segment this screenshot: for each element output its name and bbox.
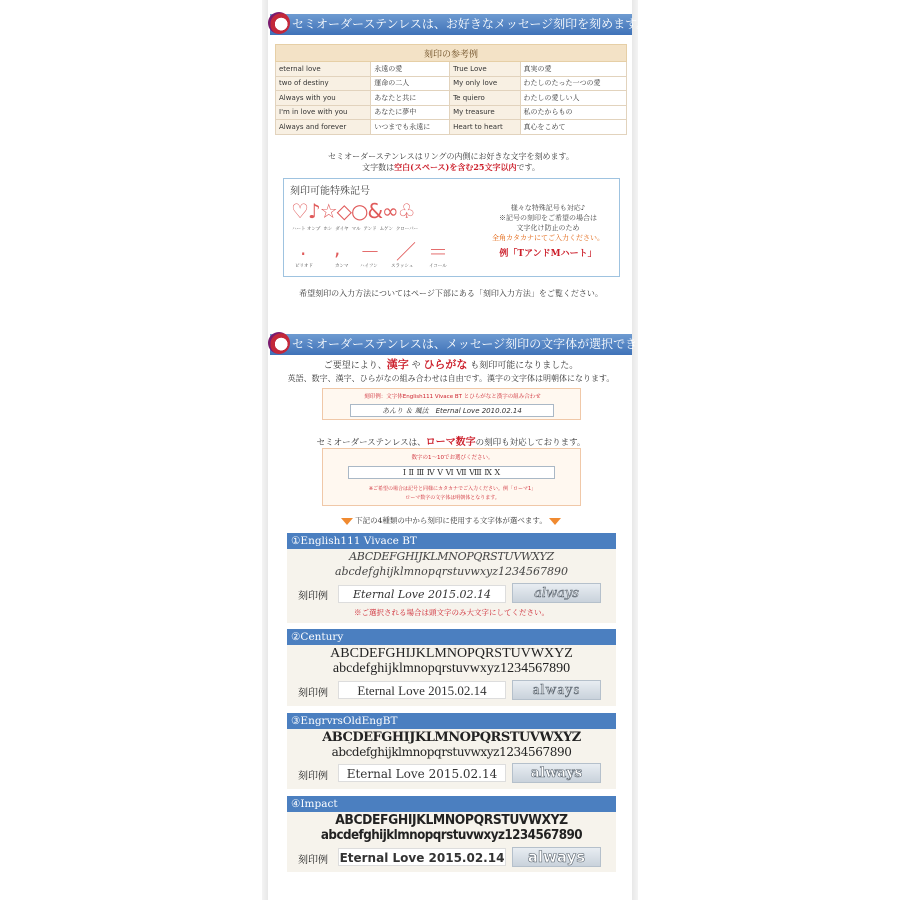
font2-always-sample: always [512, 680, 601, 700]
font1-lowercase: abcdefghijklmnopqrstuvwxyz1234567890 [334, 565, 569, 578]
roman-caption: 数字の1～10でお選びください。 [411, 455, 494, 461]
font1-example: Eternal Love 2015.02.14 [338, 585, 506, 603]
section2-header-text: セミオーダーステンレスは、メッセージ刻印の文字体が選択できます。 [292, 337, 673, 351]
roman-note1: ※ご希望の場合は記号と同様にカタカナでご入力ください。例「ローマ1」 [368, 486, 537, 492]
font4-title: ④Impact [287, 796, 616, 812]
table-cell: 運命の二人 [371, 76, 450, 91]
example1-caption: 刻印例：文字体English111 Vivace BT とひらがなと漢字の組み合わせ [364, 394, 541, 400]
caption: ハイフン [360, 264, 378, 269]
table-row [276, 91, 627, 106]
font2-example-label: 刻印例 [298, 688, 328, 699]
text: の刻印も対応しております。 [475, 438, 586, 448]
description-line1: セミオーダーステンレスはリングの内側にお好きな文字を刻めます。 [328, 152, 574, 161]
caption: ハート オンプ [292, 227, 321, 232]
symbol-glyphs: ♡♪☆◇○&∞ [291, 199, 398, 223]
slash-symbol: ／ [396, 240, 416, 264]
note-line: ※記号の刻印をご希望の場合は [499, 214, 597, 222]
font1-always-sample: always [512, 583, 601, 603]
font3-example-label: 刻印例 [298, 771, 328, 782]
equals-symbol: ＝ [428, 240, 448, 264]
caption: ピリオド [295, 264, 313, 269]
table-row [276, 62, 627, 77]
table-cell: わたしの愛しい人 [520, 91, 626, 106]
table-row [276, 120, 627, 135]
font2-uppercase: ABCDEFGHIJKLMNOPQRSTUVWXYZ [330, 646, 573, 661]
font1-note: ※ご選択される場合は頭文字のみ大文字にしてください。 [354, 608, 549, 617]
brand-logo-icon [268, 332, 290, 354]
font1-uppercase: ABCDEFGHIJKLMNOPQRSTUVWXYZ [349, 550, 554, 563]
example1-value: あんり ＆ 颯汰 Eternal Love 2010.02.14 [350, 404, 554, 417]
note-example: 例「TアンドMハート」 [499, 249, 597, 259]
special-symbols-title: 刻印可能特殊記号 [290, 186, 370, 197]
caption: マル [351, 227, 361, 232]
input-method-note: 希望刻印の入力方法についてはページ下部にある「刻印入力方法」をご覧ください。 [299, 289, 603, 298]
table-cell: あなたに夢中 [371, 105, 450, 120]
table-cell: eternal love [276, 62, 371, 77]
section2-header [270, 334, 673, 355]
font2-example: Eternal Love 2015.02.14 [338, 681, 506, 699]
font3-uppercase: ABCDEFGHIJKLMNOPQRSTUVWXYZ [322, 730, 581, 745]
roman-highlight: ローマ数字 [425, 437, 476, 448]
caption: クローバー [395, 227, 419, 232]
choose-font-line [270, 515, 632, 526]
font4-example: Eternal Love 2015.02.14 [338, 848, 506, 866]
left-shadow [262, 0, 268, 900]
section1-header-text: セミオーダーステンレスは、お好きなメッセージ刻印を刻めます。 [292, 17, 649, 31]
font4-example-label: 刻印例 [298, 855, 328, 866]
font3-always-sample: always [512, 763, 601, 783]
font4-uppercase: ABCDEFGHIJKLMNOPQRSTUVWXYZ [335, 813, 568, 828]
description-line2 [270, 162, 632, 173]
right-shadow [632, 0, 638, 900]
hiragana-highlight: ひらがな [423, 358, 468, 371]
roman-note2: ローマ数字の文字体は明朝体となります。 [405, 495, 500, 501]
brand-logo-icon [268, 12, 290, 34]
table-cell: あなたと共に [371, 91, 450, 106]
table-cell: True Love [450, 62, 520, 77]
font2-title: ②Century [287, 629, 616, 645]
note-line: 様々な特殊記号も対応♪ [510, 204, 586, 212]
desc-text: です。 [516, 163, 540, 172]
symbols-row1-captions [292, 226, 418, 232]
font3-lowercase: abcdefghijklmnopqrstuvwxyz1234567890 [331, 745, 572, 759]
table-cell: My treasure [450, 105, 520, 120]
down-arrow-icon [549, 518, 561, 525]
font4-lowercase: abcdefghijklmnopqrstuvwxyz1234567890 [320, 828, 583, 843]
font4-always-sample: always [512, 847, 601, 867]
table-cell: I'm in love with you [276, 105, 371, 120]
note-line: 文字化け防止のため [516, 224, 580, 232]
caption: スラッシュ [391, 264, 414, 269]
font3-title: ③EngrvrsOldEngBT [287, 713, 616, 729]
clover-icon: ♧ [397, 199, 415, 223]
caption: ダイヤ [335, 227, 349, 232]
font1-title: ①English111 Vivace BT [287, 533, 616, 549]
table-row [276, 105, 627, 120]
desc-text: 文字数は [362, 163, 395, 172]
table-cell: いつまでも永遠に [371, 120, 450, 135]
period-symbol: . [300, 236, 307, 260]
hyphen-symbol: － [360, 240, 380, 264]
roman-line [270, 433, 632, 448]
table-cell: 永遠の愛 [371, 62, 450, 77]
font3-example: Eternal Love 2015.02.14 [338, 764, 506, 782]
symbols-note [478, 203, 618, 259]
text: も刻印可能になりました。 [467, 361, 579, 371]
text: や [408, 361, 424, 371]
table-cell: Te quiero [450, 91, 520, 106]
table-cell: Always and forever [276, 120, 371, 135]
engraving-examples-table [275, 44, 627, 135]
down-arrow-icon [341, 518, 353, 525]
char-limit-highlight: 空白(スペース)を含む25文字以内 [394, 162, 517, 172]
caption: アンド [363, 227, 377, 232]
table-cell: My only love [450, 76, 520, 91]
table-cell: Always with you [276, 91, 371, 106]
table-cell: 私のたからもの [520, 105, 626, 120]
caption: イコール [429, 264, 447, 269]
text: セミオーダーステンレスは、 [316, 438, 426, 448]
text: ご要望により、 [323, 361, 387, 371]
choose-text: 下記の4種類の中から刻印に使用する文字体が選べます。 [355, 516, 547, 525]
caption: ムゲン [379, 227, 393, 232]
symbols-row1 [291, 199, 415, 223]
table-title: 刻印の参考例 [276, 45, 627, 62]
caption: カンマ [335, 264, 349, 269]
combination-line: 英語、数字、漢字、ひらがなの組み合わせは自由です。漢字の文字体は明朝体になります。 [287, 374, 615, 383]
example1-box [322, 388, 581, 420]
kanji-highlight: 漢字 [386, 358, 409, 371]
table-cell: わたしのたった一つの愛 [520, 76, 626, 91]
note-orange-line: 全角カタカナにてご入力ください。 [492, 234, 604, 242]
comma-symbol: , [334, 236, 341, 260]
table-row [276, 76, 627, 91]
font2-lowercase: abcdefghijklmnopqrstuvwxyz1234567890 [332, 661, 571, 676]
section1-header [270, 14, 649, 35]
font1-example-label: 刻印例 [298, 591, 328, 602]
kanji-hiragana-line [270, 356, 632, 372]
table-cell: Heart to heart [450, 120, 520, 135]
roman-numerals-value: Ⅰ Ⅱ Ⅲ Ⅳ Ⅴ Ⅵ Ⅶ Ⅷ Ⅸ Ⅹ [348, 466, 555, 479]
table-cell: two of destiny [276, 76, 371, 91]
table-cell: 真実の愛 [520, 62, 626, 77]
roman-box [322, 448, 581, 506]
caption: ホシ [323, 227, 333, 232]
table-cell: 真心をこめて [520, 120, 626, 135]
